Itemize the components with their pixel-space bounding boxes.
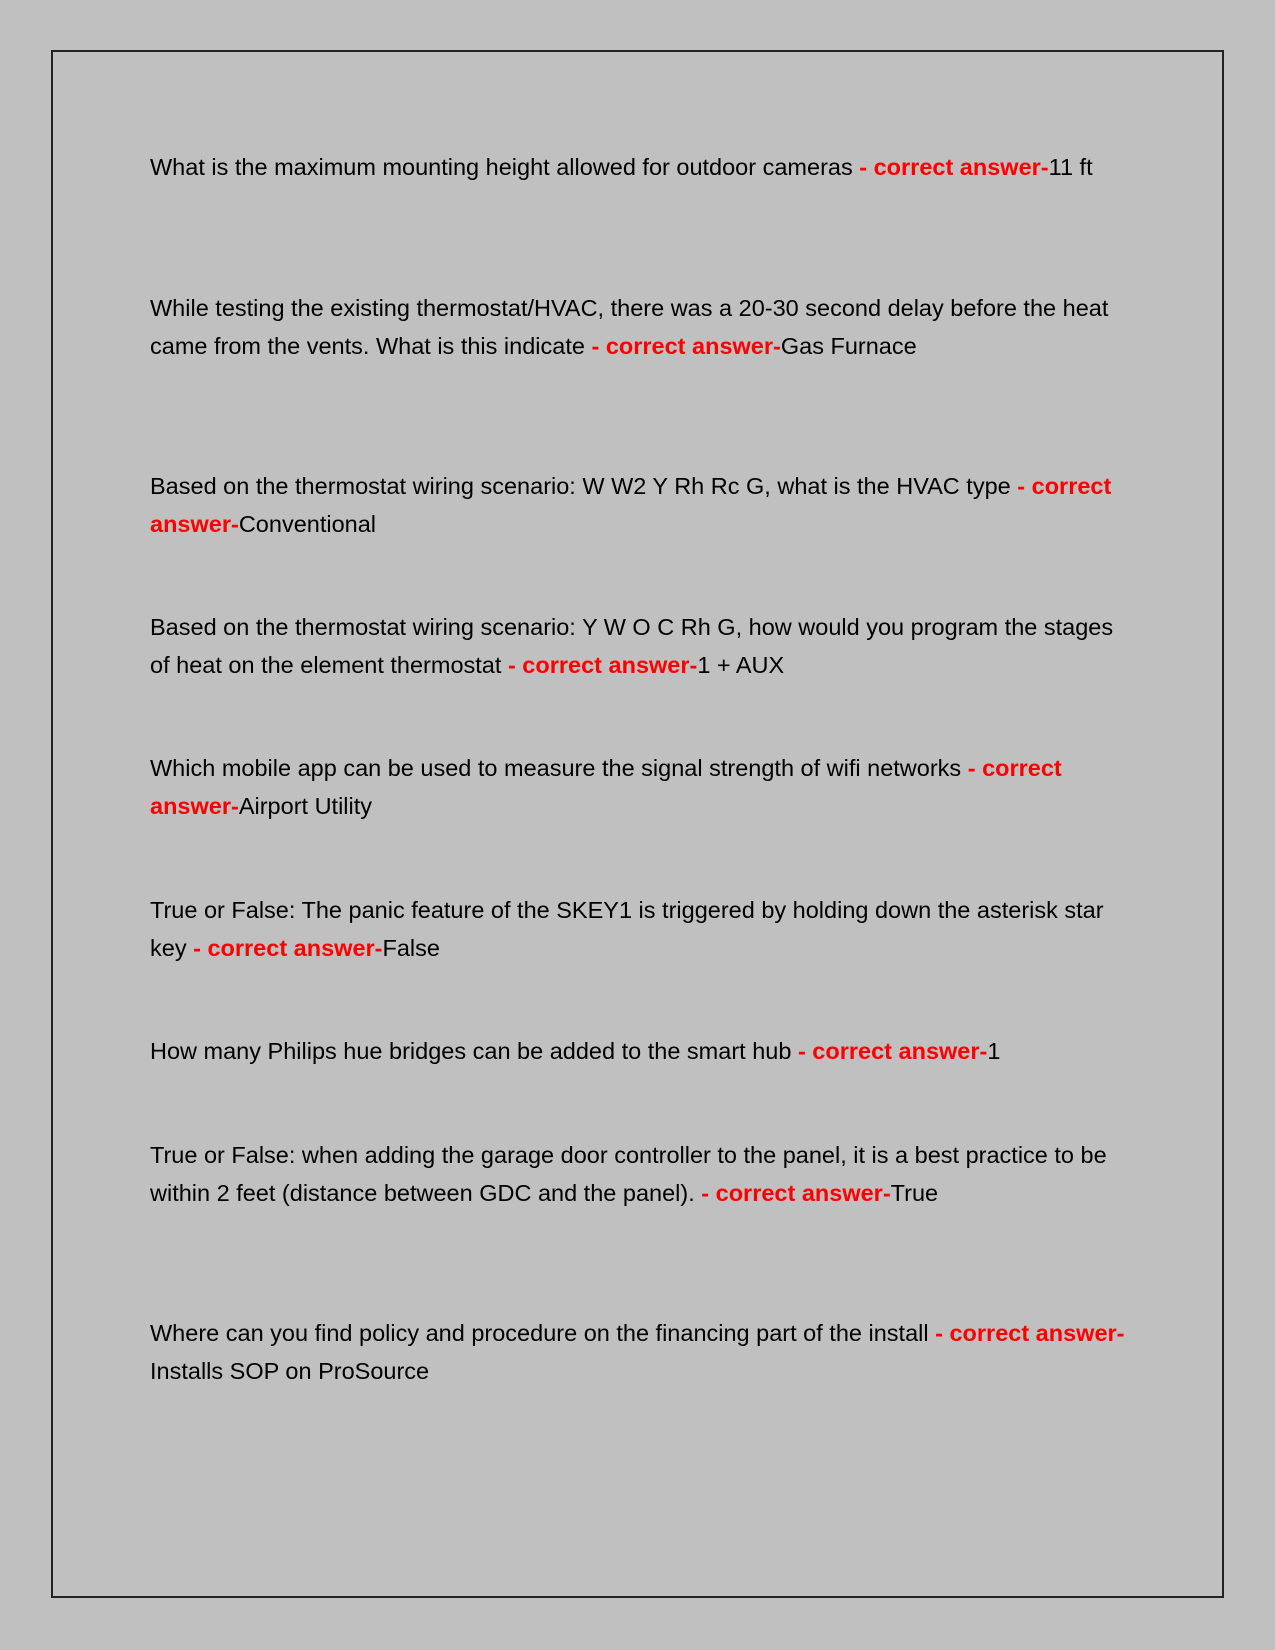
question: True or False: The panic feature of the SKEY1 is triggered by holding down the asterisk star key xyxy=(150,897,1104,961)
qa-item-3 xyxy=(150,467,1130,543)
correct-answer-label: - correct answer- xyxy=(928,1320,1125,1346)
correct-answer-label: - correct answer- xyxy=(852,154,1049,180)
qa-item-6 xyxy=(150,891,1130,967)
answer: 11 ft xyxy=(1048,154,1093,180)
correct-answer-label: - correct answer- xyxy=(186,935,383,961)
correct-answer-label: - correct answer- xyxy=(694,1180,891,1206)
correct-answer-label: - correct answer- xyxy=(150,473,1112,537)
qa-item-2 xyxy=(150,289,1130,365)
qa-item-8 xyxy=(150,1136,1130,1212)
question: Where can you find policy and procedure on the financing part of the install xyxy=(150,1320,929,1346)
correct-answer-label: - correct answer- xyxy=(501,652,698,678)
qa-item-1 xyxy=(150,148,1130,186)
question: How many Philips hue bridges can be added to the smart hub xyxy=(150,1038,792,1064)
correct-answer-label: - correct answer- xyxy=(791,1038,988,1064)
answer: Conventional xyxy=(238,511,377,537)
answer: 1 + AUX xyxy=(697,652,785,678)
answer: Installs SOP on ProSource xyxy=(150,1358,430,1384)
answer: 1 xyxy=(987,1038,1001,1064)
question: Which mobile app can be used to measure the signal strength of wifi networks xyxy=(150,755,962,781)
question: What is the maximum mounting height allowed for outdoor cameras xyxy=(150,154,853,180)
question: True or False: when adding the garage door controller to the panel, it is a best practice to be within 2 feet (distance between GDC and the panel). xyxy=(150,1142,1107,1206)
answer: True xyxy=(890,1180,939,1206)
qa-item-4 xyxy=(150,608,1130,684)
answer: Gas Furnace xyxy=(780,333,917,359)
question: Based on the thermostat wiring scenario: W W2 Y Rh Rc G, what is the HVAC type xyxy=(150,473,1011,499)
correct-answer-label: - correct answer- xyxy=(150,755,1062,819)
question: Based on the thermostat wiring scenario: Y W O C Rh G, how would you program the stages of heat on the element thermostat xyxy=(150,614,1114,678)
correct-answer-label: - correct answer- xyxy=(584,333,781,359)
qa-item-5 xyxy=(150,749,1130,825)
question: While testing the existing thermostat/HVAC, there was a 20-30 second delay before the heat came from the vents. What is this indicate xyxy=(150,295,1109,359)
answer: Airport Utility xyxy=(238,793,373,819)
qa-item-7 xyxy=(150,1032,1130,1070)
answer: False xyxy=(382,935,440,961)
qa-item-9 xyxy=(150,1314,1130,1390)
